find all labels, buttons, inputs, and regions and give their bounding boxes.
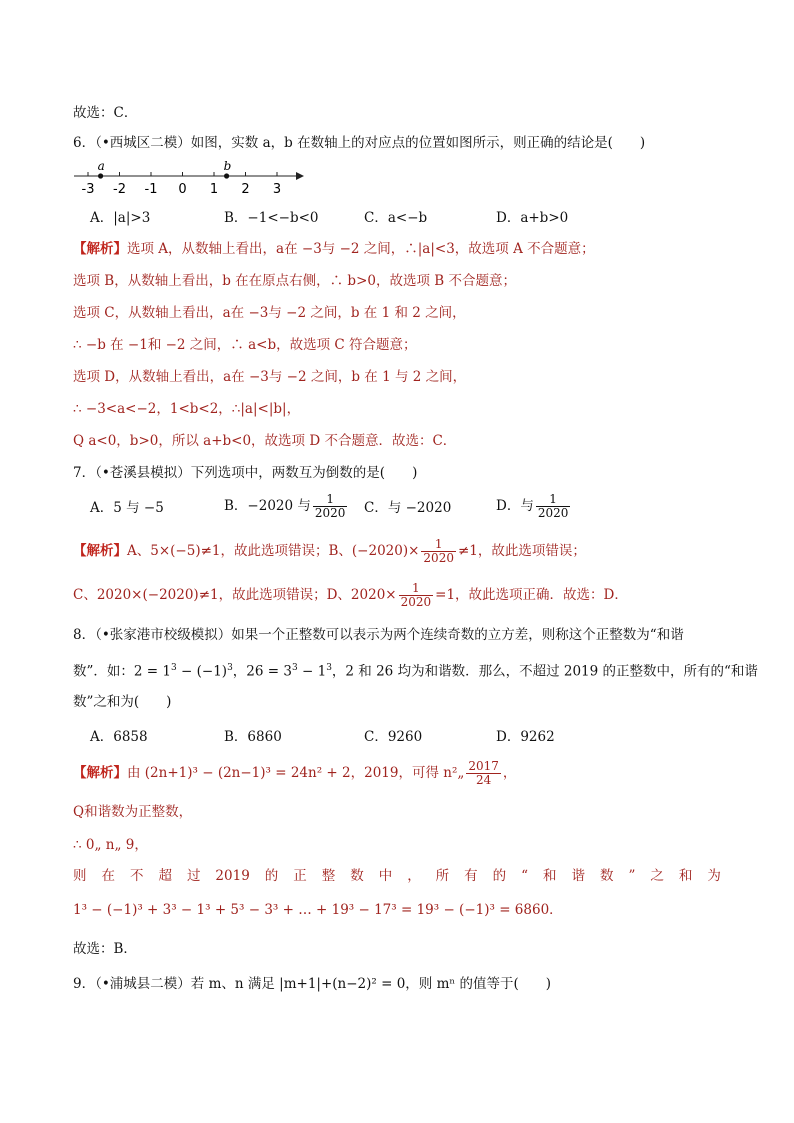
spread-word: 的 xyxy=(264,868,279,884)
analysis-text: =1，故此选项正确．故选：D． xyxy=(435,587,628,603)
q7-option-d xyxy=(496,493,572,520)
q6-option-a: A．|a|>3 xyxy=(90,210,151,226)
fraction xyxy=(421,538,456,565)
q6-option-c: C．a<−b xyxy=(364,210,428,226)
q8-analysis-line-4 xyxy=(73,866,721,886)
analysis-tag: 【解析】 xyxy=(73,543,127,559)
q9-stem: 9．（•浦城县二模）若 m、n 满足 |m+1|+(n−2)² = 0，则 mⁿ 的值等于( ) xyxy=(73,976,552,992)
spread-word: 的 xyxy=(492,868,507,884)
superscript: 3 xyxy=(227,663,233,673)
spread-word: 和 xyxy=(678,868,693,884)
q6-analysis-line-4: ∴ −b 在 −1和 −2 之间，∴ a<b，故选项 C 符合题意； xyxy=(73,337,417,353)
spread-word: ” xyxy=(628,868,636,884)
spread-word: 和 xyxy=(543,868,557,884)
analysis-tag: 【解析】 xyxy=(73,241,127,257)
q7-stem: 7．（•苍溪县模拟）下列选项中，两数互为倒数的是( ) xyxy=(73,465,418,481)
spread-word: 为 xyxy=(707,868,721,884)
point-b xyxy=(224,173,229,178)
spread-word: 在 xyxy=(101,868,115,884)
fraction xyxy=(536,493,571,520)
q8-option-c: C．9260 xyxy=(364,729,423,745)
fraction-num: 1 xyxy=(536,493,571,507)
q7-option-b xyxy=(224,493,349,520)
q6-option-b: B．−1<−b<0 xyxy=(224,210,319,226)
point-b-label: b xyxy=(223,159,232,173)
analysis-text: ≠1，故此选项错误； xyxy=(457,543,586,559)
q6-analysis-line-7: Q a<0，b>0，所以 a+b<0，故选项 D 不合题意．故选：C． xyxy=(73,433,457,449)
fraction-num: 1 xyxy=(421,538,456,552)
spread-word: 之 xyxy=(650,868,664,884)
number-line-tick-label: 3 xyxy=(272,182,282,197)
spread-word: 谐 xyxy=(571,868,585,884)
q7-analysis-line-1 xyxy=(73,538,586,565)
number-line-tick-label: 1 xyxy=(209,182,219,197)
q8-stem-line-2 xyxy=(73,658,758,682)
number-line-tick-label: -1 xyxy=(144,182,158,197)
spread-word: 则 xyxy=(73,868,87,884)
q8-stem-line-3: 数”之和为( ) xyxy=(73,694,172,710)
spread-word: 数 xyxy=(350,868,364,884)
q5-answer: 故选：C． xyxy=(73,105,138,121)
q8-analysis-line-3: ∴ 0„ n„ 9， xyxy=(73,837,148,853)
q8-answer: 故选：B． xyxy=(73,941,137,957)
analysis-text: A、5×(−5)≠1，故此选项错误；B、(−2020)× xyxy=(127,543,420,559)
q7-option-c: C．与 −2020 xyxy=(364,500,452,516)
q8-option-a: A．6858 xyxy=(90,729,148,745)
spread-word: “ xyxy=(521,868,529,884)
number-line-tick-label: 0 xyxy=(178,182,187,197)
analysis-text: 选项 A，从数轴上看出，a在 −3与 −2 之间，∴|a|<3，故选项 A 不合题意； xyxy=(127,241,595,257)
q6-analysis-line-6: ∴ −3<a<−2，1<b<2，∴|a|<|b|， xyxy=(73,401,301,417)
q8-option-d: D．9262 xyxy=(496,729,555,745)
fraction-num: 1 xyxy=(313,493,348,507)
analysis-text: 由 (2n+1)³ − (2n−1)³ = 24n² + 2，2019，可得 n²„ xyxy=(127,765,465,781)
q7-analysis-line-2 xyxy=(73,582,628,609)
fraction xyxy=(313,493,348,520)
q6-option-d: D．a+b>0 xyxy=(496,210,569,226)
q6-analysis-line-5: 选项 D，从数轴上看出，a在 −3与 −2 之间，b 在 1 与 2 之间， xyxy=(73,369,467,385)
stem-text: ，26 = 3 xyxy=(232,663,292,680)
spread-word: 有 xyxy=(464,868,478,884)
fraction-den: 2020 xyxy=(314,506,346,520)
analysis-text: ， xyxy=(502,765,517,781)
spread-word: 整 xyxy=(321,868,336,884)
stem-text: ，2 和 26 均为和谐数．那么，不超过 2019 的正整数中，所有的“和谐 xyxy=(331,663,758,680)
spread-word: ， xyxy=(407,868,421,884)
superscript: 3 xyxy=(291,663,298,673)
spread-word: 所 xyxy=(435,868,450,884)
fraction-den: 2020 xyxy=(400,595,432,609)
number-line-tick-label: -3 xyxy=(81,182,95,197)
q7-option-d-text: D．与 xyxy=(496,498,534,514)
fraction xyxy=(466,760,501,787)
q8-analysis-line-2: Q和谐数为正整数， xyxy=(73,804,193,820)
number-line-tick-label: 2 xyxy=(241,182,250,197)
fraction-den: 2020 xyxy=(537,506,569,520)
stem-text: 数”．如：2 = 1 xyxy=(73,663,171,680)
spread-word: 2019 xyxy=(215,868,250,884)
fraction-den: 2020 xyxy=(423,551,454,565)
q8-stem-line-1: 8．（•张家港市校级模拟）如果一个正整数可以表示为两个连续奇数的立方差，则称这个正整数为“和谐 xyxy=(73,627,684,643)
spread-word: 过 xyxy=(186,868,201,884)
q8-analysis-line-1 xyxy=(73,760,516,787)
fraction xyxy=(399,582,434,609)
analysis-tag: 【解析】 xyxy=(73,765,127,781)
q6-analysis-line-1 xyxy=(73,239,595,259)
q6-stem: 6．（•西城区二模）如图，实数 a，b 在数轴上的对应点的位置如图所示，则正确的结论是( ) xyxy=(73,135,646,151)
fraction-num: 1 xyxy=(399,582,434,596)
superscript: 3 xyxy=(326,663,332,673)
spread-word: 不 xyxy=(129,868,144,884)
fraction-num: 2017 xyxy=(468,759,499,773)
analysis-text: C、2020×(−2020)≠1，故此选项错误；D、2020× xyxy=(73,587,397,603)
spread-word: 中 xyxy=(378,868,393,884)
number-line-figure xyxy=(66,156,306,198)
q6-analysis-line-3: 选项 C，从数轴上看出，a在 −3与 −2 之间，b 在 1 和 2 之间， xyxy=(73,305,466,321)
q8-analysis-line-5: 1³ − (−1)³ + 3³ − 1³ + 5³ − 3³ + … + 19³ − 17³ = 19³ − (−1)³ = 6860． xyxy=(73,902,563,918)
spread-word: 正 xyxy=(293,868,307,884)
point-a xyxy=(98,173,103,178)
fraction-den: 24 xyxy=(475,773,492,787)
stem-text: − (−1) xyxy=(176,663,228,680)
q6-analysis-line-2: 选项 B，从数轴上看出，b 在在原点右侧，∴ b>0，故选项 B 不合题意； xyxy=(73,273,516,289)
stem-text: − 1 xyxy=(297,663,327,680)
spread-word: 超 xyxy=(158,868,172,884)
q7-option-a: A．5 与 −5 xyxy=(90,500,164,516)
q8-option-b: B．6860 xyxy=(224,729,282,745)
number-line-tick-label: -2 xyxy=(113,182,126,197)
point-a-label: a xyxy=(97,159,105,173)
superscript: 3 xyxy=(170,663,177,673)
q7-option-b-text: B．−2020 与 xyxy=(224,498,311,514)
spread-word: 数 xyxy=(599,868,614,884)
